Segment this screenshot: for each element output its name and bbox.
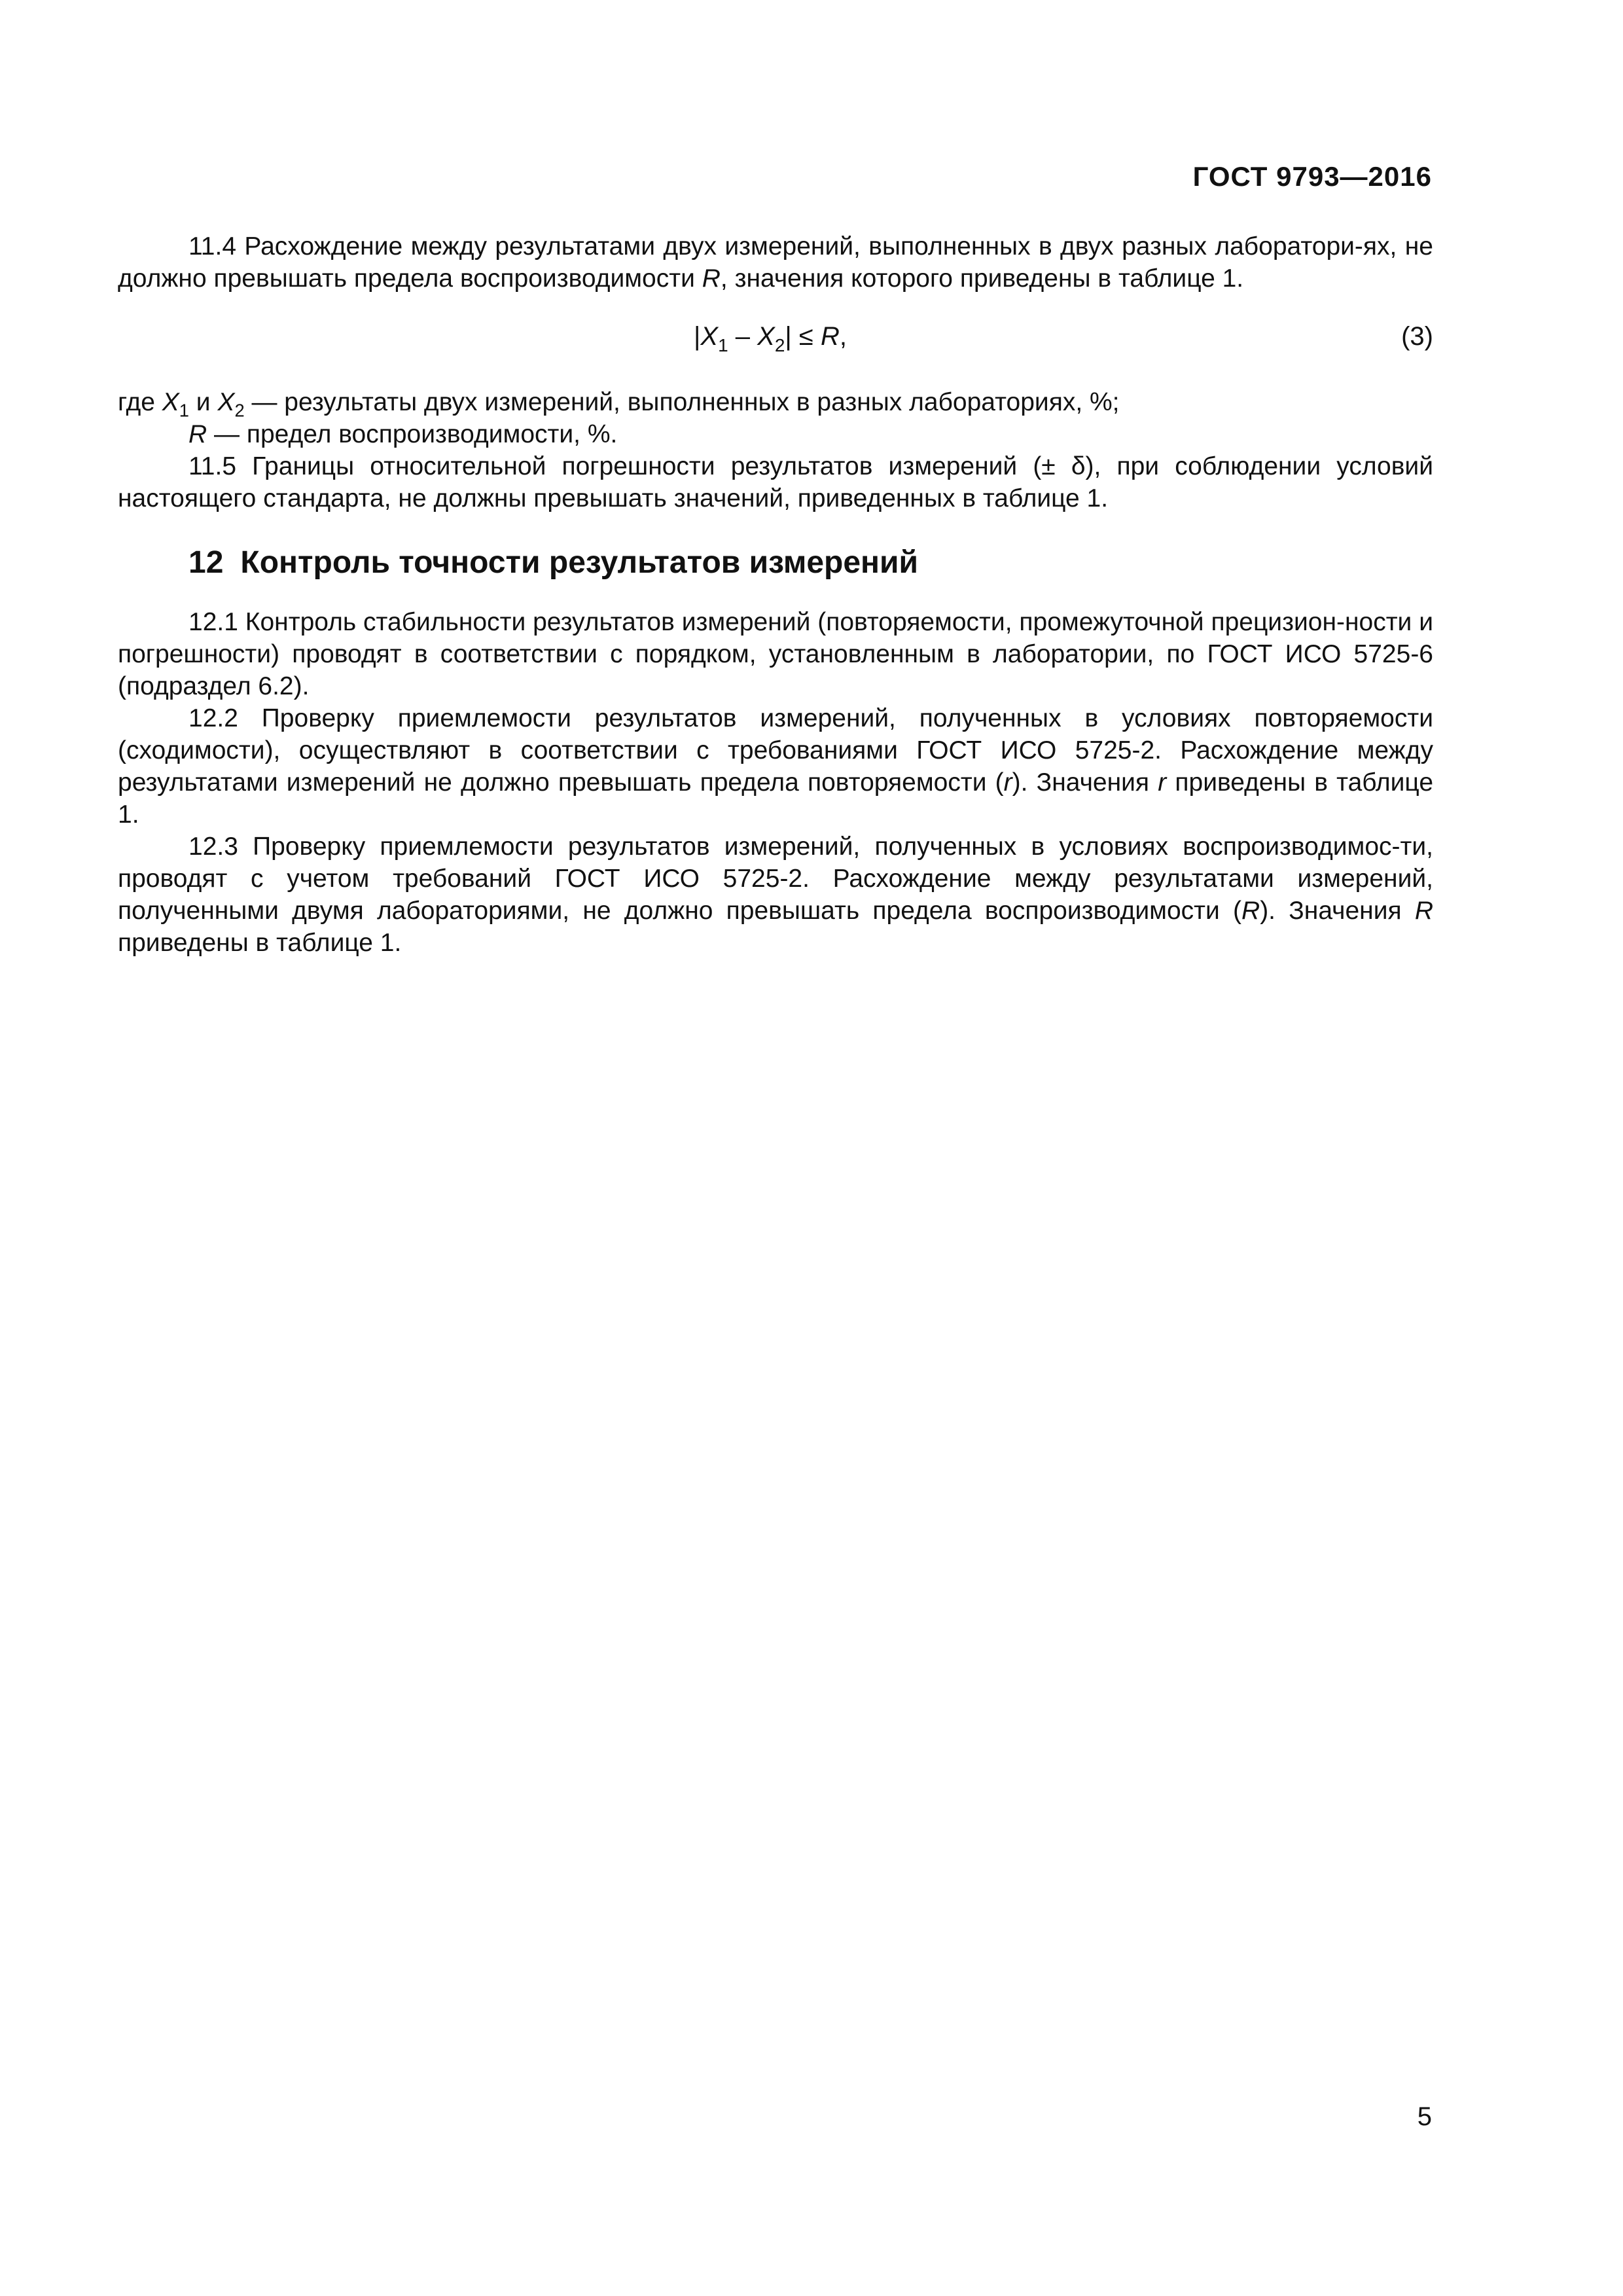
where-sub2: 2: [234, 400, 245, 421]
formula-x2: X: [757, 322, 775, 351]
where-line: [118, 386, 1433, 421]
var-r: r: [1158, 768, 1167, 797]
formula-number: (3): [1401, 322, 1433, 351]
clause-11-4: [118, 230, 1433, 295]
var-R: R: [1414, 897, 1433, 925]
formula-sub1: 1: [718, 334, 728, 355]
where-x1: X: [162, 388, 179, 416]
page-number: 5: [1417, 2102, 1432, 2131]
formula-3: [694, 321, 847, 353]
clause-11-4-text-a: 11.4 Расхождение между результатами двух измерений, выполненных в двух разных лаборатори-ях, не должно превышать предела воспроизводимости: [118, 232, 1433, 293]
where-sub1: 1: [179, 400, 189, 421]
clause-12-1: 12.1 Контроль стабильности результатов измерений (повторяемости, промежуточной прецизион-ности и погрешности) проводят в соответствии с порядком, установленным в лаборатории, по ГОСТ ИСО 5725-6 (подраздел 6.2).: [118, 608, 1433, 700]
var-r: r: [1003, 768, 1012, 797]
formula-3-row: [118, 321, 1433, 360]
clause-12-2-text-c: приведены в таблице 1.: [118, 768, 1434, 829]
clause-11-5: 11.5 Границы относительной погрешности результатов измерений (± δ), при соблюдении условий настоящего стандарта, не должны превышать значений, приведенных в таблице 1.: [118, 452, 1433, 512]
formula-minus: –: [728, 322, 758, 351]
formula-x1: X: [700, 322, 719, 351]
section-heading-12: [188, 543, 1433, 583]
where-x2: X: [217, 388, 235, 416]
section-title: Контроль точности результатов измерений: [240, 545, 919, 580]
formula-comma: ,: [839, 322, 847, 351]
r-def-text: — предел воспроизводимости, %.: [207, 420, 618, 448]
formula-bar-open: |: [694, 322, 701, 351]
clause-12-3: [118, 831, 1433, 959]
clause-12-3-text-b: ). Значения: [1260, 897, 1415, 925]
var-R: R: [702, 264, 721, 293]
document-code: ГОСТ 9793—2016: [1192, 161, 1432, 192]
where-and: и: [188, 388, 218, 416]
document-body: [118, 230, 1433, 959]
where-text: — результаты двух измерений, выполненных в разных лабораториях, %;: [244, 388, 1120, 416]
where-prefix: где: [118, 388, 162, 416]
r-def-var: R: [188, 420, 207, 448]
clause-12-3-text-c: приведены в таблице 1.: [118, 929, 402, 957]
clause-11-4-text-b: , значения которого приведены в таблице 1.: [720, 264, 1244, 293]
clause-12-2: [118, 702, 1433, 831]
clause-12-2-text-a: 12.2 Проверку приемлемости результатов измерений, полученных в условиях повторяемости (сходимости), осуществляют в соответствии с требованиями ГОСТ ИСО 5725-2. Расхождение между результатами измерений не должно превышать предела повторяемости (: [118, 704, 1433, 797]
formula-R: R: [820, 322, 840, 351]
section-number: 12: [188, 545, 224, 580]
var-R: R: [1241, 897, 1260, 925]
clause-12-2-text-b: ). Значения: [1012, 768, 1158, 797]
clause-12-3-text-a: 12.3 Проверку приемлемости результатов измерений, полученных в условиях воспроизводимос-ти, проводят с учетом требований ГОСТ ИСО 5725-2. Расхождение между результатами измерений, полученными двумя лабораториями, не должно превышать предела воспроизводимости (: [118, 833, 1433, 925]
formula-sub2: 2: [774, 334, 785, 355]
r-definition: [118, 418, 1433, 450]
formula-le: | ≤: [785, 322, 821, 351]
